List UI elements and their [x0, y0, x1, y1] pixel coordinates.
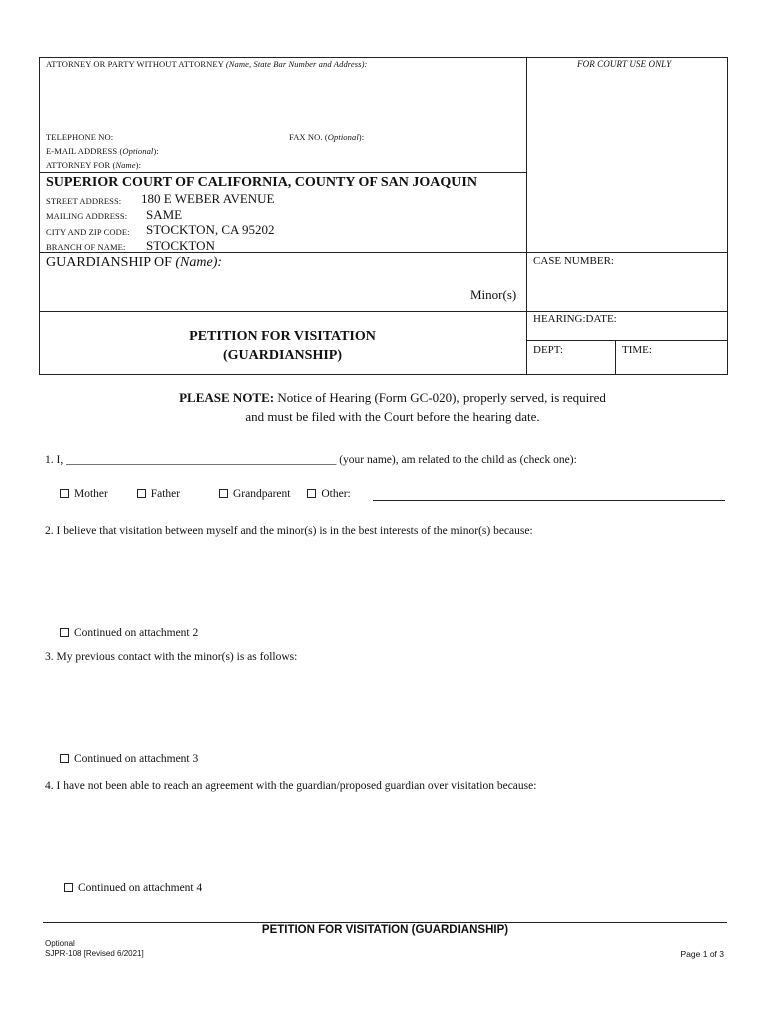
email-label: E-MAIL ADDRESS (Optional):	[46, 146, 159, 156]
relation-grandparent-option[interactable]: Grandparent	[219, 488, 290, 500]
time-label: TIME:	[622, 344, 652, 356]
city-value: STOCKTON, CA 95202	[146, 222, 275, 237]
item2-text: 2. I believe that visitation between myself and the minor(s) is in the best interests of the minor(s) because:	[45, 525, 533, 537]
court-name: SUPERIOR COURT OF CALIFORNIA, COUNTY OF SAN JOAQUIN	[46, 175, 477, 190]
footer-page-number: Page 1 of 3	[680, 949, 724, 959]
footer-optional: Optional	[45, 939, 75, 948]
attorney-label: ATTORNEY OR PARTY WITHOUT ATTORNEY (Name, State Bar Number and Address):	[46, 59, 368, 69]
relation-other-option[interactable]: Other:	[307, 488, 350, 500]
form-title-line1: PETITION FOR VISITATION	[189, 329, 376, 344]
continued-attachment-2[interactable]: Continued on attachment 2	[60, 627, 198, 639]
telephone-label: TELEPHONE NO:	[46, 132, 114, 142]
branch-value: STOCKTON	[146, 238, 215, 253]
continued2-checkbox[interactable]	[60, 628, 69, 637]
item1-name-blank[interactable]: _______________________________________________	[66, 454, 337, 466]
dept-time-divider	[615, 340, 616, 375]
hearing-date-label: HEARING:DATE:	[533, 313, 617, 325]
hearing-notice: PLEASE NOTE: Notice of Hearing (Form GC-020), properly served, is required and must be filed with the Court before the hearing date.	[179, 390, 606, 424]
other-relation-blank[interactable]	[373, 500, 725, 501]
attorney-court-divider	[39, 172, 527, 173]
fax-label: FAX NO. (Optional):	[289, 132, 365, 142]
relation-options	[60, 488, 351, 500]
court-use-label: FOR COURT USE ONLY	[577, 59, 672, 69]
street-label: STREET ADDRESS:	[46, 196, 122, 206]
item4-text: 4. I have not been able to reach an agreement with the guardian/proposed guardian over visitation because:	[45, 780, 537, 792]
hearing-divider	[526, 340, 728, 341]
mother-checkbox[interactable]	[60, 489, 69, 498]
other-checkbox[interactable]	[307, 489, 316, 498]
branch-label: BRANCH OF NAME:	[46, 242, 126, 252]
relation-mother-option[interactable]: Mother	[60, 488, 108, 500]
attorney-for-label: ATTORNEY FOR (Name):	[46, 160, 142, 170]
court-case-divider	[39, 252, 728, 253]
mailing-label: MAILING ADDRESS:	[46, 211, 128, 221]
continued-attachment-4[interactable]: Continued on attachment 4	[64, 882, 202, 894]
mailing-value: SAME	[146, 207, 183, 222]
item3-text: 3. My previous contact with the minor(s) is as follows:	[45, 651, 298, 663]
footer-title: PETITION FOR VISITATION (GUARDIANSHIP)	[261, 924, 509, 936]
caption-divider	[526, 57, 527, 375]
form-title	[140, 327, 425, 365]
guardianship-label: GUARDIANSHIP OF (Name):	[46, 255, 223, 270]
father-checkbox[interactable]	[137, 489, 146, 498]
grandparent-checkbox[interactable]	[219, 489, 228, 498]
footer-rule	[43, 922, 727, 923]
relation-father-option[interactable]: Father	[137, 488, 180, 500]
city-label: CITY AND ZIP CODE:	[46, 227, 130, 237]
case-number-label: CASE NUMBER:	[533, 255, 614, 267]
continued-attachment-3[interactable]: Continued on attachment 3	[60, 753, 198, 765]
minors-label: Minor(s)	[470, 287, 517, 302]
continued4-checkbox[interactable]	[64, 883, 73, 892]
continued3-checkbox[interactable]	[60, 754, 69, 763]
footer-form-id: SJPR-108 [Revised 6/2021]	[45, 949, 144, 958]
case-title-divider	[39, 311, 728, 312]
street-value: 180 E WEBER AVENUE	[141, 191, 275, 206]
item1-line: 1. I, _______________________________________________ (your name), am related to the child as (check one):	[45, 454, 577, 466]
form-title-line2: (GUARDIANSHIP)	[223, 348, 342, 363]
dept-label: DEPT:	[533, 344, 564, 356]
